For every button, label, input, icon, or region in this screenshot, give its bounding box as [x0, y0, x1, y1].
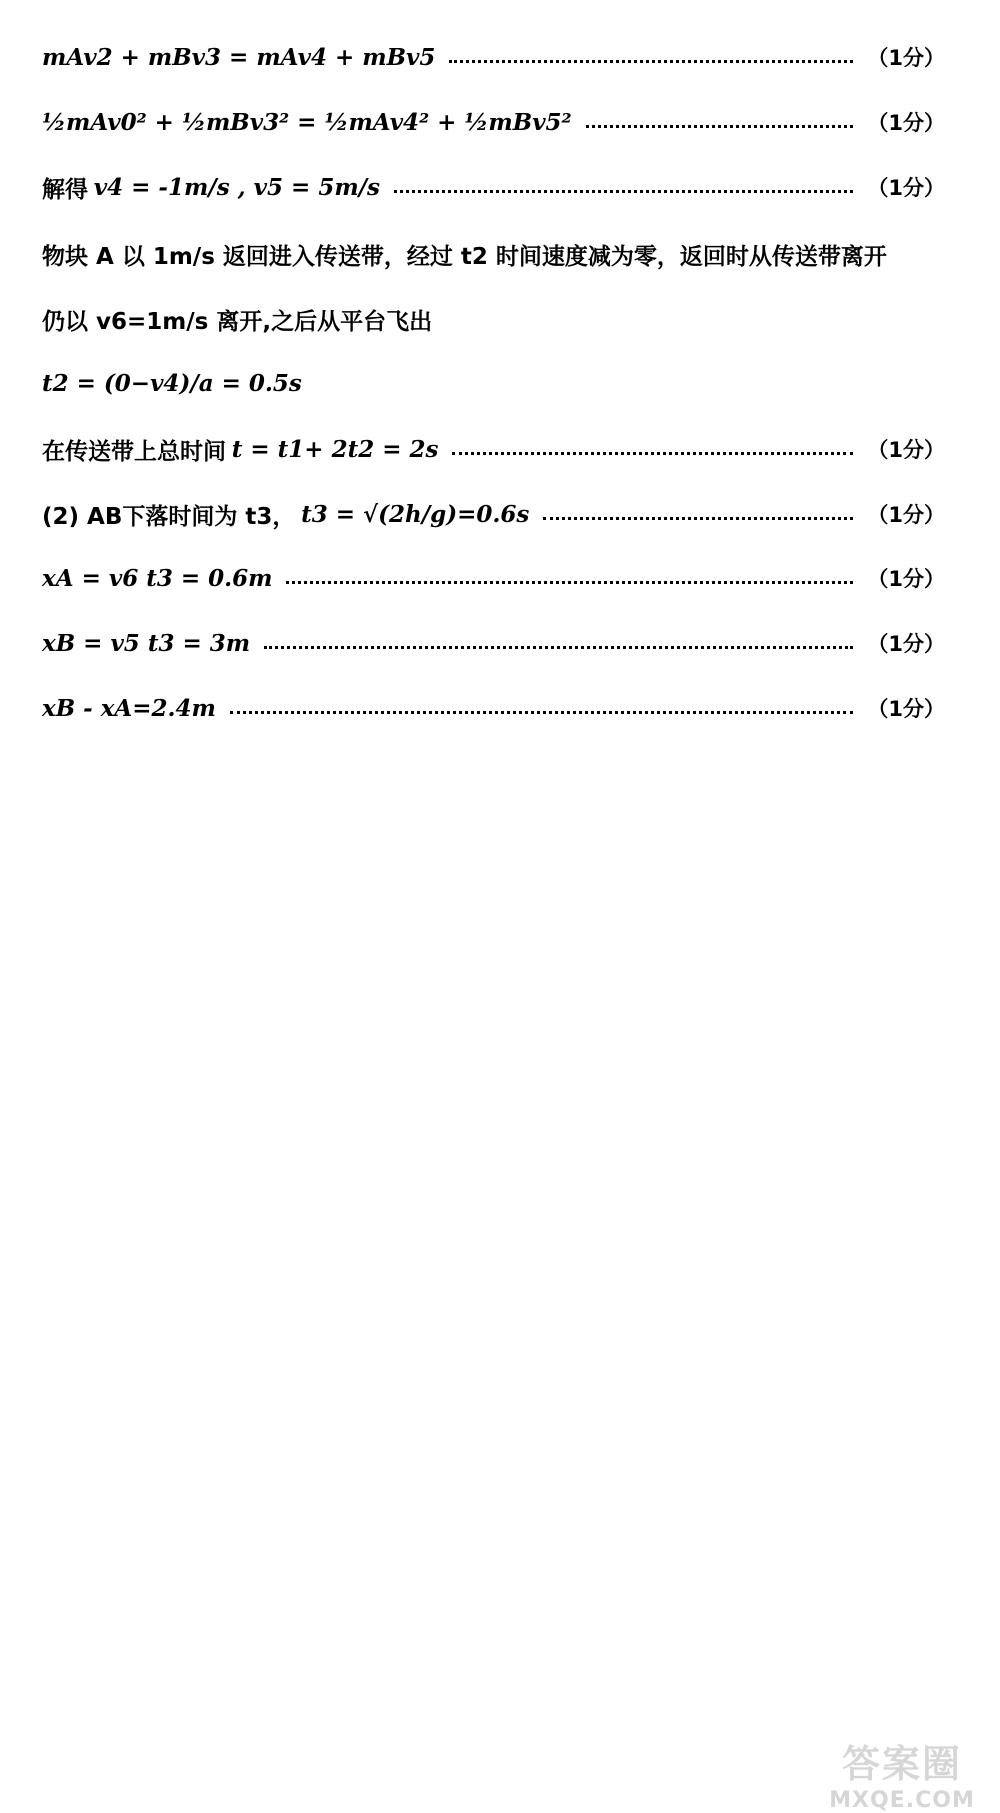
solution-lead: 解得 [42, 176, 88, 203]
equation-expr: xB = v5 t3 = 3m [42, 629, 251, 657]
dot-leader [586, 125, 854, 128]
equation-t2 [42, 361, 945, 405]
equation-expr: ½mAv0² + ½mBv3² = ½mAv4² + ½mBv5² [42, 108, 572, 136]
dot-leader [286, 581, 853, 584]
points-label: （1分） [867, 176, 945, 200]
xa-line [42, 556, 945, 600]
explanation-line-2 [42, 297, 945, 341]
equation-expr: v4 = -1m/s , v5 = 5m/s [93, 173, 381, 201]
points-label: （1分） [867, 503, 945, 527]
dot-leader [394, 190, 853, 193]
points-label: （1分） [867, 697, 945, 721]
dot-leader [452, 452, 853, 455]
dot-leader [449, 60, 853, 63]
dot-leader [264, 646, 853, 649]
equation-energy [42, 100, 945, 144]
explanation-text: 仍以 v6=1m/s 离开,之后从平台飞出 [42, 308, 433, 335]
points-label: （1分） [867, 111, 945, 135]
fall-time-line [42, 492, 945, 536]
difference-line [42, 686, 945, 730]
watermark-logo [822, 1733, 982, 1813]
points-label: （1分） [867, 567, 945, 591]
explanation-text: 物块 A 以 1m/s 返回进入传送带，经过 t2 时间速度减为零，返回时从传送带离开 [42, 243, 887, 270]
fall-time-lead: (2) AB下落时间为 t3， [42, 503, 296, 530]
points-label: （1分） [867, 632, 945, 656]
equation-expr: xB - xA=2.4m [42, 694, 216, 722]
points-label: （1分） [867, 438, 945, 462]
equation-expr: t3 = √(2h/g)=0.6s [301, 500, 530, 528]
equation-expr: xA = v6 t3 = 0.6m [42, 564, 273, 592]
equation-momentum [42, 35, 945, 79]
xb-line [42, 621, 945, 665]
equation-expr: mAv2 + mBv3 = mAv4 + mBv5 [42, 43, 436, 71]
watermark-bottom: MXQE.COM [829, 1788, 975, 1813]
equation-expr: t = t1+ 2t2 = 2s [231, 435, 439, 463]
watermark-top: 答案圈 [841, 1742, 962, 1786]
dot-leader [543, 517, 853, 520]
explanation-line-1 [42, 232, 945, 276]
total-time-line [42, 427, 945, 471]
equation-expr: t2 = (0−v4)/a = 0.5s [42, 369, 302, 397]
dot-leader [230, 711, 853, 714]
solution-line [42, 165, 945, 209]
total-time-lead: 在传送带上总时间 [42, 438, 226, 465]
points-label: （1分） [867, 46, 945, 70]
